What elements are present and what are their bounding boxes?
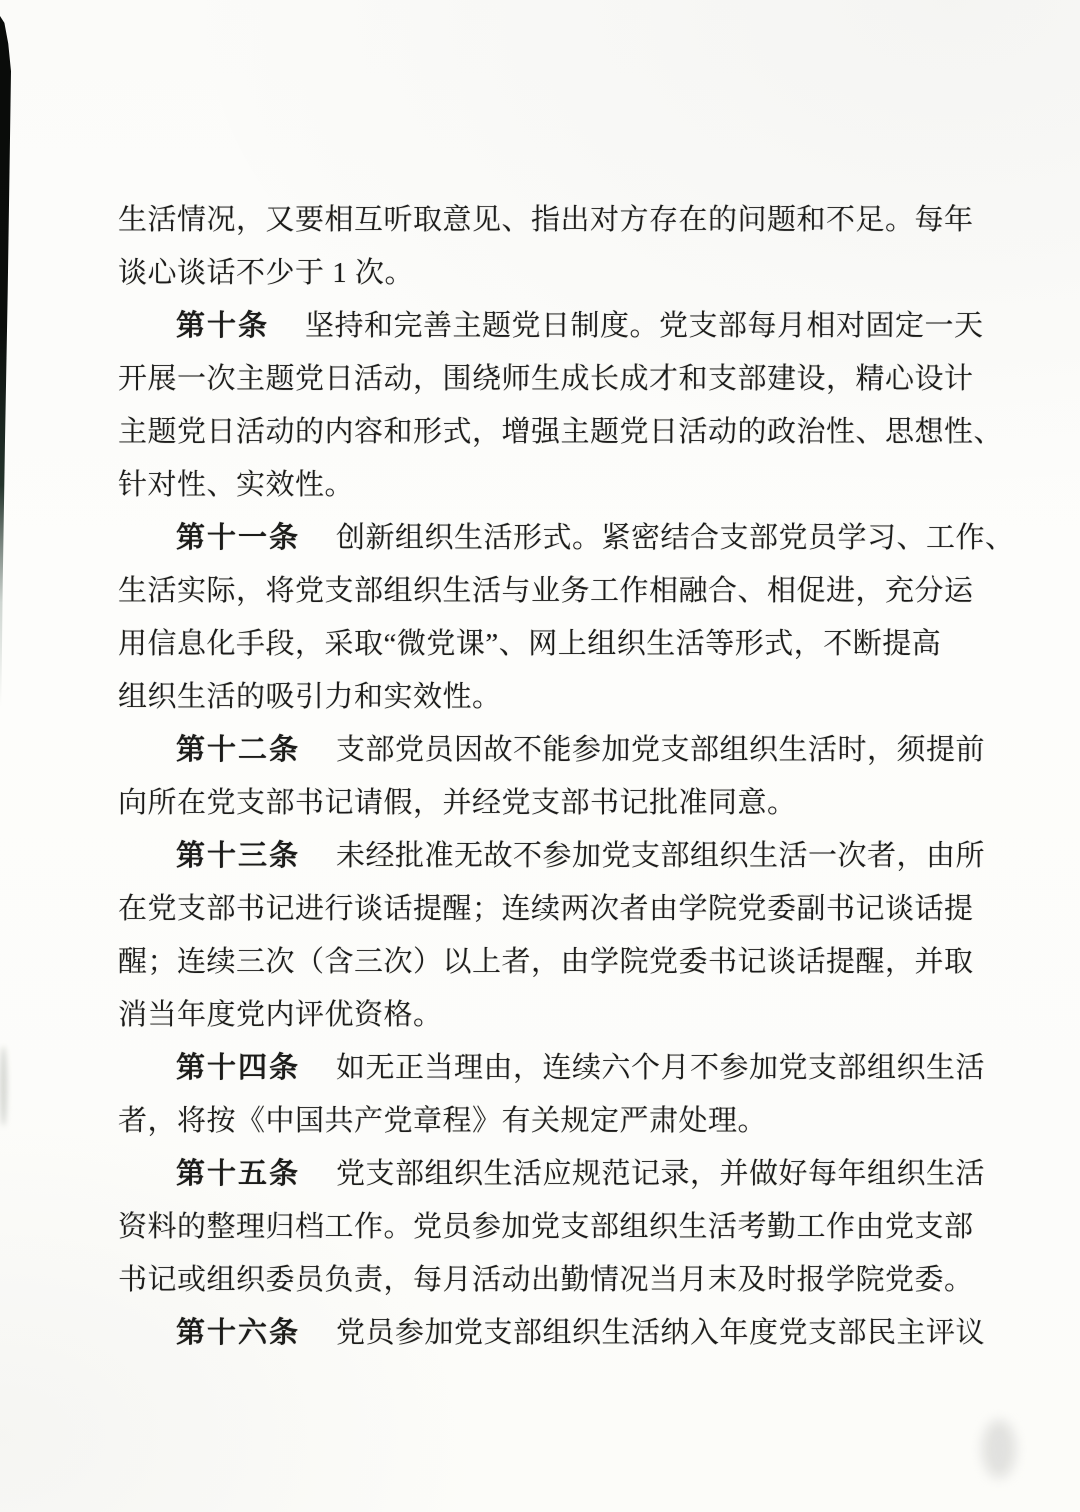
line-text: 资料的整理归档工作。党员参加党支部组织生活考勤工作由党支部 <box>118 1211 974 1243</box>
line-text: 创新组织生活形式。紧密结合支部党员学习、工作、 <box>336 522 1015 554</box>
text-line <box>118 406 1008 459</box>
text-line <box>118 777 1008 830</box>
line-text: 用信息化手段，采取“微党课”、网上组织生活等形式，不断提高 <box>118 628 942 660</box>
text-line <box>118 565 1008 618</box>
line-text: 支部党员因故不能参加党支部组织生活时，须提前 <box>336 734 986 766</box>
text-line <box>118 671 1008 724</box>
text-line <box>118 989 1008 1042</box>
line-text: 在党支部书记进行谈话提醒；连续两次者由学院党委副书记谈话提 <box>118 893 974 925</box>
text-line <box>118 1201 1008 1254</box>
line-text: 谈心谈话不少于 1 次。 <box>118 257 415 289</box>
article-number: 第十一条 <box>176 522 301 554</box>
text-line <box>118 1148 1008 1201</box>
line-text: 醒；连续三次（含三次）以上者，由学院党委书记谈话提醒，并取 <box>118 946 974 978</box>
text-line <box>118 724 1008 777</box>
text-line <box>118 1095 1008 1148</box>
line-text: 党支部组织生活应规范记录，并做好每年组织生活 <box>336 1158 986 1190</box>
article-number: 第十条 <box>176 310 270 342</box>
text-line <box>118 830 1008 883</box>
document-text <box>118 194 1015 1360</box>
line-text: 生活实际，将党支部组织生活与业务工作相融合、相促进，充分运 <box>118 575 974 607</box>
line-text: 生活情况，又要相互听取意见、指出对方存在的问题和不足。每年 <box>118 204 974 236</box>
line-text: 针对性、实效性。 <box>118 469 355 501</box>
text-line <box>118 618 1008 671</box>
text-line <box>118 512 1015 565</box>
text-line <box>118 353 1008 406</box>
line-text: 开展一次主题党日活动，围绕师生成长成才和支部建设，精心设计 <box>118 363 974 395</box>
text-line <box>118 194 1008 247</box>
article-number: 第十五条 <box>176 1158 301 1190</box>
article-number: 第十四条 <box>176 1052 301 1084</box>
line-text: 未经批准无故不参加党支部组织生活一次者，由所 <box>336 840 986 872</box>
article-number: 第十六条 <box>176 1317 301 1349</box>
text-line <box>118 1042 1008 1095</box>
article-number: 第十二条 <box>176 734 301 766</box>
line-text: 者，将按《中国共产党章程》有关规定严肃处理。 <box>118 1105 768 1137</box>
line-text: 主题党日活动的内容和形式，增强主题党日活动的政治性、思想性、 <box>118 416 1004 448</box>
text-line <box>118 300 1008 353</box>
line-text: 消当年度党内评优资格。 <box>118 999 443 1031</box>
article-number: 第十三条 <box>176 840 301 872</box>
scan-edge-artifact <box>0 16 11 706</box>
line-text: 组织生活的吸引力和实效性。 <box>118 681 502 713</box>
text-line <box>118 459 1008 512</box>
line-text: 党员参加党支部组织生活纳入年度党支部民主评议 <box>336 1317 986 1349</box>
line-text: 书记或组织委员负责，每月活动出勤情况当月末及时报学院党委。 <box>118 1264 974 1296</box>
text-line <box>118 883 1008 936</box>
text-line <box>118 936 1008 989</box>
scan-smudge <box>982 1420 1016 1478</box>
text-line <box>118 1254 1008 1307</box>
line-text: 如无正当理由，连续六个月不参加党支部组织生活 <box>336 1052 986 1084</box>
text-line <box>118 247 1008 300</box>
text-line <box>118 1307 1008 1360</box>
line-text: 向所在党支部书记请假，并经党支部书记批准同意。 <box>118 787 797 819</box>
scan-smudge <box>0 1046 7 1126</box>
line-text: 坚持和完善主题党日制度。党支部每月相对固定一天 <box>305 310 984 342</box>
